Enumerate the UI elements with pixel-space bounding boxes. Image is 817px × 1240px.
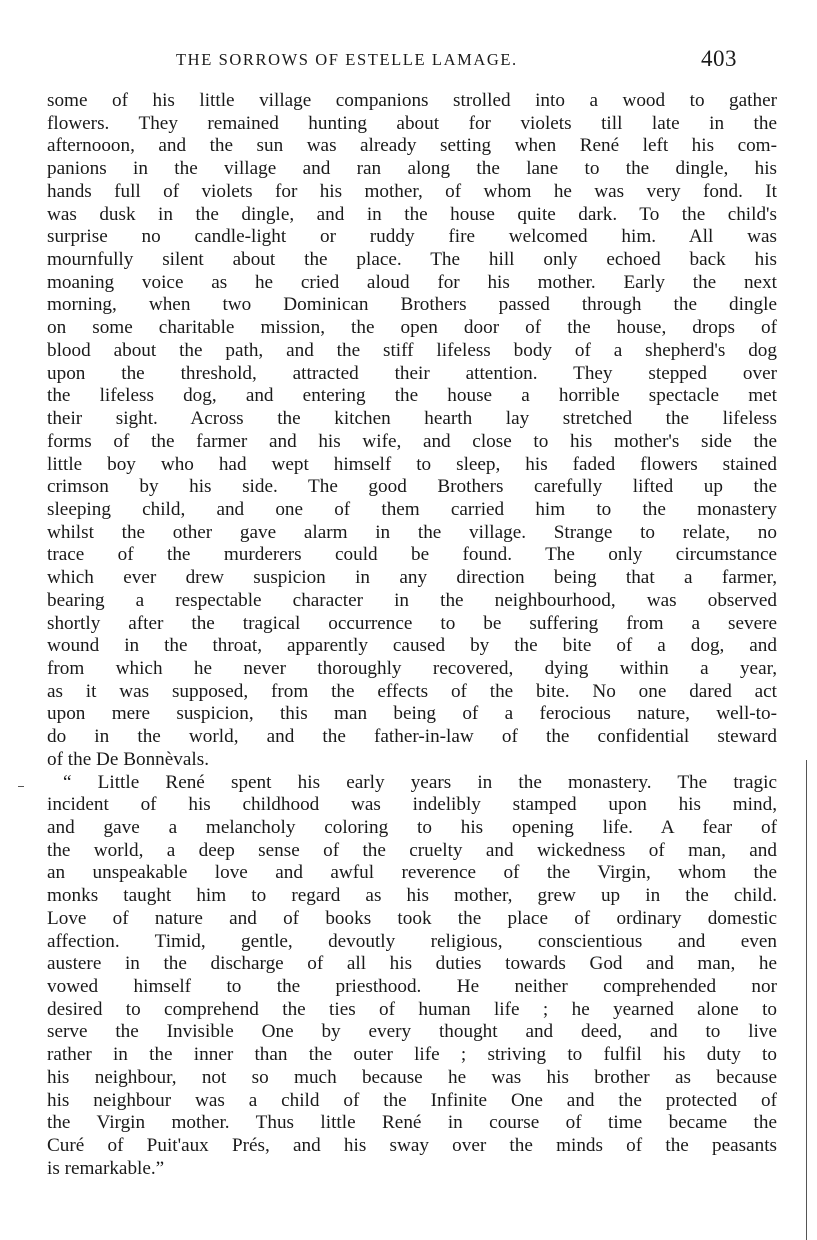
text-line: incident of his childhood was indelibly stamped upon his mind, [47, 794, 777, 816]
text-line: wound in the throat, apparently caused by the bite of a dog, and [47, 635, 777, 657]
body-text [47, 90, 777, 1181]
text-line: on some charitable mission, the open door of the house, drops of [47, 317, 777, 339]
text-line: “ Little René spent his early years in the monastery. The tragic [63, 771, 777, 793]
text-line: morning, when two Dominican Brothers passed through the dingle [47, 294, 777, 316]
text-line: of the De Bonnèvals. [47, 748, 209, 770]
page-number: 403 [701, 46, 737, 71]
margin-rule [806, 760, 807, 1240]
margin-mark [18, 786, 24, 787]
text-line: Curé of Puit'aux Prés, and his sway over the minds of the peasants [47, 1135, 777, 1157]
text-line: their sight. Across the kitchen hearth lay stretched the lifeless [47, 408, 777, 430]
text-line: an unspeakable love and awful reverence of the Virgin, whom the [47, 862, 777, 884]
text-line: monks taught him to regard as his mother, grew up in the child. [47, 885, 777, 907]
text-line: his neighbour, not so much because he was his brother as because [47, 1066, 777, 1088]
text-line: crimson by his side. The good Brothers carefully lifted up the [47, 476, 777, 498]
text-line: and gave a melancholy coloring to his opening life. A fear of [47, 817, 777, 838]
text-line: little boy who had wept himself to sleep, his faded flowers stained [47, 453, 777, 475]
text-line: affection. Timid, gentle, devoutly religious, conscientious and even [47, 930, 777, 952]
text-line: is remarkable.” [47, 1157, 165, 1179]
text-line: do in the world, and the father-in-law of the confidential steward [47, 726, 777, 748]
text-line: hands full of violets for his mother, of whom he was very fond. It [47, 180, 777, 202]
text-line: panions in the village and ran along the lane to the dingle, his [47, 158, 777, 180]
text-line: desired to comprehend the ties of human life ; he yearned alone to [47, 998, 777, 1020]
text-line: surprise no candle-light or ruddy fire welcomed him. All was [47, 226, 777, 248]
text-line: sleeping child, and one of them carried him to the monastery [47, 498, 777, 520]
text-line: whilst the other gave alarm in the village. Strange to relate, no [47, 521, 777, 543]
text-line: forms of the farmer and his wife, and close to his mother's side the [47, 430, 777, 452]
text-line: vowed himself to the priesthood. He neither comprehended nor [47, 976, 777, 998]
text-line: bearing a respectable character in the neighbourhood, was observed [47, 589, 777, 611]
running-head [0, 46, 817, 76]
text-line: blood about the path, and the stiff lifeless body of a shepherd's dog [47, 339, 777, 361]
text-line: upon mere suspicion, this man being of a ferocious nature, well-to- [47, 703, 777, 725]
text-line: as it was supposed, from the effects of the bite. No one dared act [47, 680, 777, 702]
text-line: shortly after the tragical occurrence to be suffering from a severe [47, 612, 777, 634]
text-line: Love of nature and of books took the place of ordinary domestic [47, 907, 777, 929]
text-line: the Virgin mother. Thus little René in course of time became the [47, 1112, 777, 1134]
text-line: upon the threshold, attracted their attention. They stepped over [47, 362, 777, 384]
text-line: flowers. They remained hunting about for violets till late in the [47, 112, 777, 134]
text-line: the lifeless dog, and entering the house a horrible spectacle met [47, 385, 777, 407]
text-line: which ever drew suspicion in any direction being that a farmer, [47, 567, 777, 589]
text-line: the world, a deep sense of the cruelty and wickedness of man, and [47, 839, 777, 861]
text-line: was dusk in the dingle, and in the house quite dark. To the child's [47, 203, 777, 225]
text-line: serve the Invisible One by every thought and deed, and to live [47, 1021, 777, 1043]
text-line: his neighbour was a child of the Infinite One and the protected of [47, 1089, 777, 1111]
text-line: afternooon, and the sun was already setting when René left his com- [47, 135, 777, 157]
text-line: rather in the inner than the outer life ; striving to fulfil his duty to [47, 1044, 777, 1066]
text-line: trace of the murderers could be found. The only circumstance [47, 544, 777, 566]
text-line: from which he never thoroughly recovered, dying within a year, [47, 657, 777, 679]
text-line: austere in the discharge of all his duties towards God and man, he [47, 953, 777, 975]
text-line: moaning voice as he cried aloud for his mother. Early the next [47, 271, 777, 293]
running-title: THE SORROWS OF ESTELLE LAMAGE. [176, 50, 518, 69]
text-line: mournfully silent about the place. The hill only echoed back his [47, 249, 777, 271]
text-line: some of his little village companions strolled into a wood to gather [47, 90, 777, 111]
